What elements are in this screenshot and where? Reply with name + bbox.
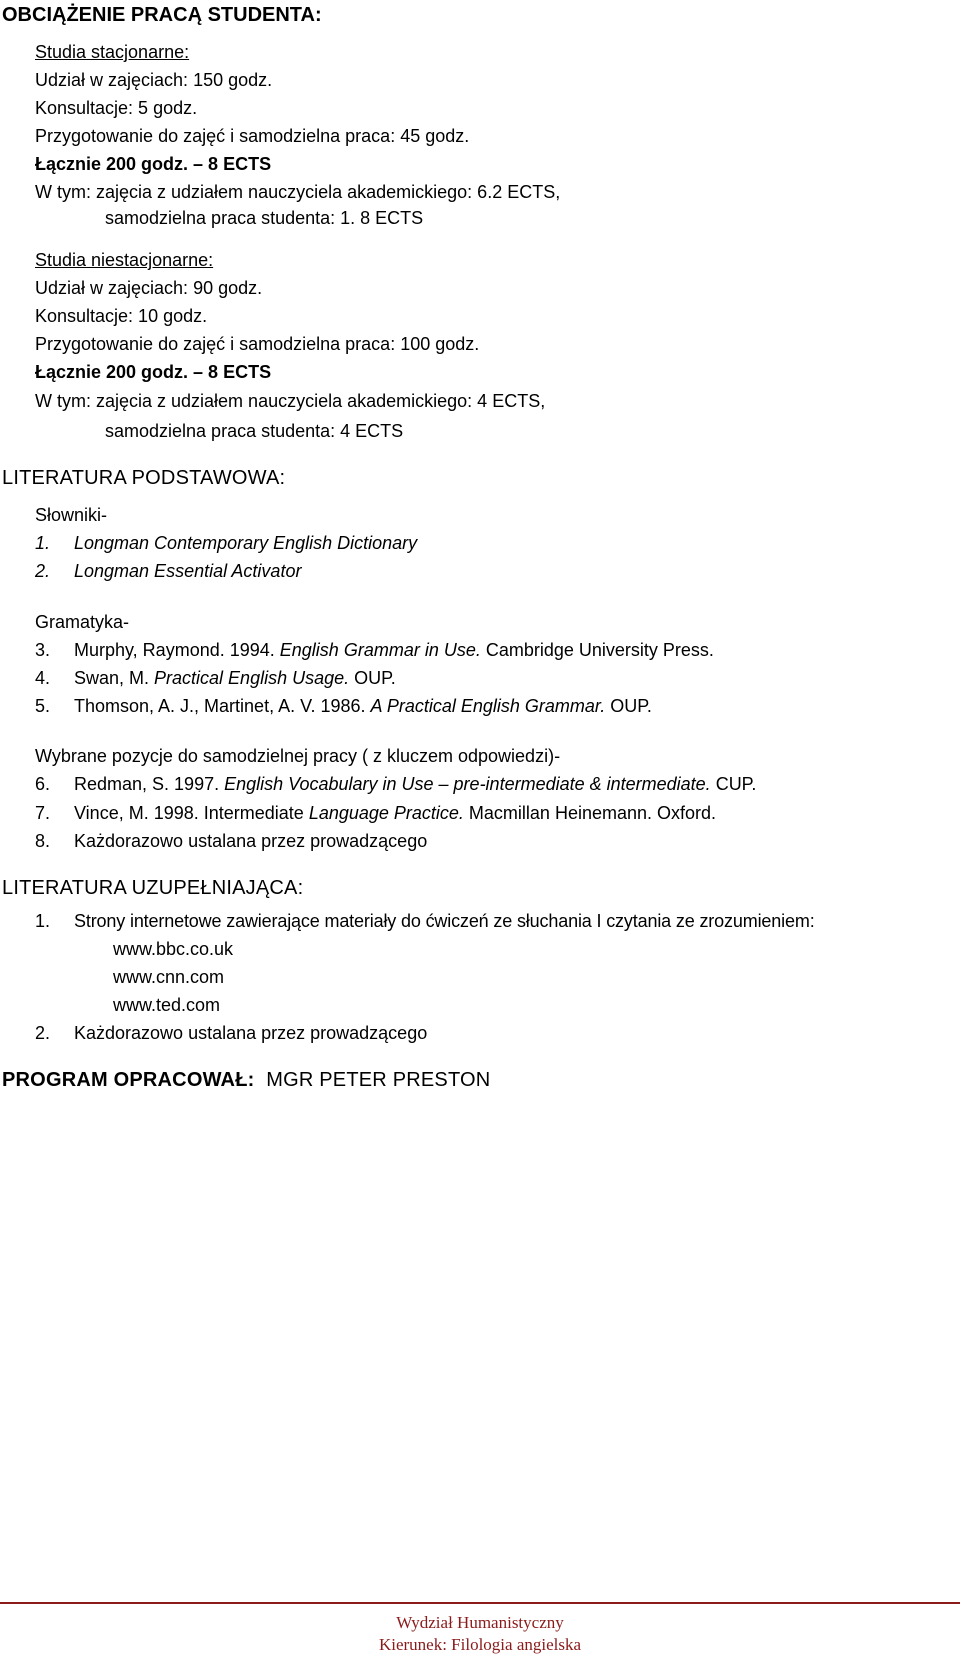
nonstationary-consult: Konsultacje: 10 godz. [35, 306, 208, 326]
supp-item-2: Każdorazowo ustalana przez prowadzącego [74, 1023, 428, 1043]
supp-num-1: 1. [35, 911, 51, 931]
grammar-num-3: 3. [35, 640, 51, 660]
dict-num-2: 2. [35, 561, 51, 581]
self-entry-7 [74, 803, 716, 824]
self-entry-7-pre: Vince, M. 1998. Intermediate [74, 803, 309, 823]
stationary-self: samodzielna praca studenta: 1. 8 ECTS [105, 208, 424, 228]
nonstationary-classes: Udział w zajęciach: 90 godz. [35, 278, 263, 298]
dict-title-2: Longman Essential Activator [74, 561, 302, 581]
self-study-label: Wybrane pozycje do samodzielnej pracy ( z kluczem odpowiedzi)- [35, 746, 561, 766]
stationary-consult: Konsultacje: 5 godz. [35, 98, 198, 118]
grammar-entry-3 [74, 640, 714, 661]
grammar-label: Gramatyka- [35, 612, 130, 632]
self-entry-7-post: Macmillan Heinemann. Oxford. [463, 803, 717, 823]
grammar-entry-5-title: A Practical English Grammar. [370, 696, 606, 716]
self-entry-8: Każdorazowo ustalana przez prowadzącego [74, 831, 428, 851]
nonstationary-prep: Przygotowanie do zajęć i samodzielna praca: 100 godz. [35, 334, 480, 354]
grammar-entry-4-post: OUP. [349, 668, 396, 688]
nonstationary-incl: W tym: zajęcia z udziałem nauczyciela akademickiego: 4 ECTS, [35, 391, 546, 411]
link-bbc[interactable]: www.bbc.co.uk [113, 939, 234, 959]
link-cnn[interactable]: www.cnn.com [113, 967, 225, 987]
footer-field: Kierunek: Filologia angielska [378, 1635, 582, 1654]
self-num-6: 6. [35, 774, 51, 794]
workload-heading: OBCIĄŻENIE PRACĄ STUDENTA: [2, 4, 322, 26]
self-entry-6-title: English Vocabulary in Use – pre-intermediate & intermediate. [224, 774, 711, 794]
grammar-entry-5 [74, 696, 652, 717]
supp-item-1: Strony internetowe zawierające materiały do ćwiczeń ze słuchania I czytania ze zrozumieniem: [74, 911, 815, 931]
stationary-label: Studia stacjonarne: [35, 42, 190, 62]
self-num-7: 7. [35, 803, 51, 823]
grammar-entry-4-pre: Swan, M. [74, 668, 155, 688]
self-entry-6 [74, 774, 756, 795]
supp-num-2: 2. [35, 1023, 51, 1043]
grammar-entry-4 [74, 668, 396, 689]
stationary-prep: Przygotowanie do zajęć i samodzielna praca: 45 godz. [35, 126, 470, 146]
grammar-num-5: 5. [35, 696, 51, 716]
dict-label: Słowniki- [35, 505, 108, 525]
author-line [2, 1069, 490, 1092]
nonstationary-label: Studia niestacjonarne: [35, 250, 214, 270]
self-entry-7-title: Language Practice. [308, 803, 464, 823]
grammar-entry-5-pre: Thomson, A. J., Martinet, A. V. 1986. [74, 696, 371, 716]
link-ted[interactable]: www.ted.com [113, 995, 221, 1015]
self-entry-6-post: CUP. [710, 774, 757, 794]
self-entry-6-pre: Redman, S. 1997. [74, 774, 225, 794]
footer-rule [0, 1602, 960, 1604]
grammar-entry-3-title: English Grammar in Use. [279, 640, 481, 660]
supp-lit-heading: LITERATURA UZUPEŁNIAJĄCA: [2, 877, 304, 899]
stationary-classes: Udział w zajęciach: 150 godz. [35, 70, 273, 90]
stationary-incl: W tym: zajęcia z udziałem nauczyciela akademickiego: 6.2 ECTS, [35, 182, 561, 202]
dict-num-1: 1. [35, 533, 51, 553]
author-label: PROGRAM OPRACOWAŁ: [2, 1069, 255, 1091]
stationary-total: Łącznie 200 godz. – 8 ECTS [35, 154, 272, 174]
grammar-entry-5-post: OUP. [605, 696, 652, 716]
grammar-entry-4-title: Practical English Usage. [154, 668, 350, 688]
grammar-entry-3-post: Cambridge University Press. [480, 640, 714, 660]
basic-lit-heading: LITERATURA PODSTAWOWA: [2, 467, 286, 489]
author-name: MGR PETER PRESTON [266, 1069, 491, 1091]
footer-faculty: Wydział Humanistyczny [396, 1613, 564, 1632]
self-num-8: 8. [35, 831, 51, 851]
grammar-entry-3-pre: Murphy, Raymond. 1994. [74, 640, 280, 660]
nonstationary-self: samodzielna praca studenta: 4 ECTS [105, 421, 404, 441]
dict-title-1: Longman Contemporary English Dictionary [74, 533, 418, 553]
nonstationary-total: Łącznie 200 godz. – 8 ECTS [35, 362, 272, 382]
grammar-num-4: 4. [35, 668, 51, 688]
